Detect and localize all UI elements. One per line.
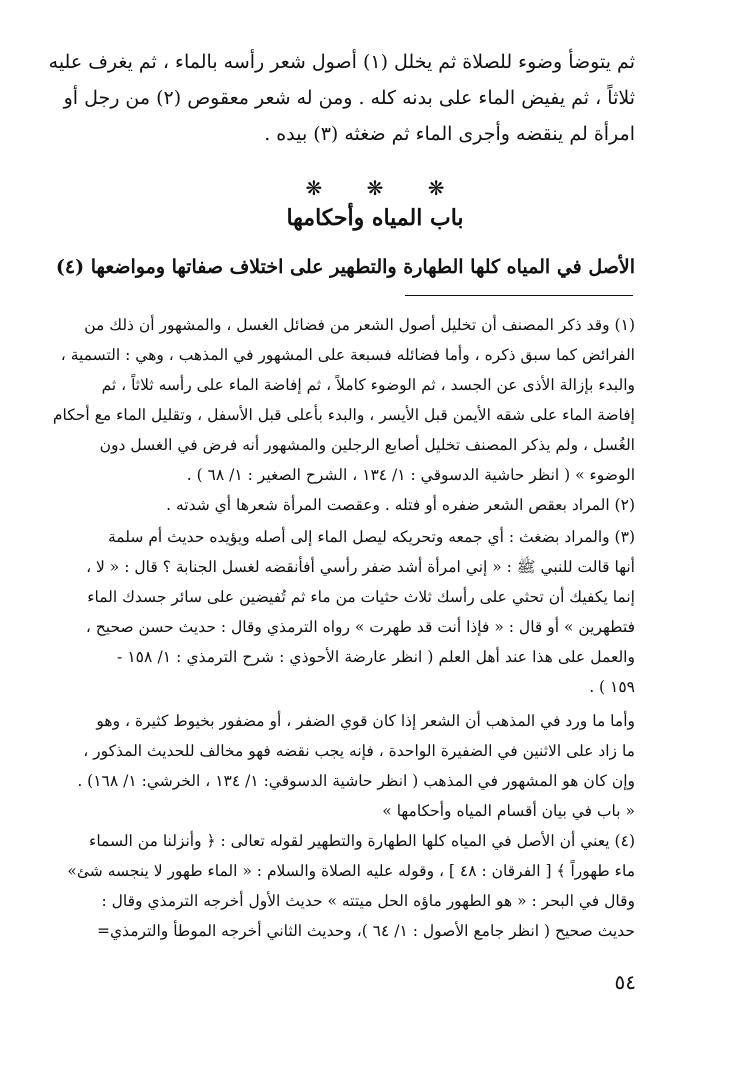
page-number: ٥٤ [614, 970, 636, 994]
star-ornament: ❋ [427, 176, 445, 200]
star-ornament: ❋ [366, 176, 384, 200]
footnote-line: وقال في البحر : « هو الطهور ماؤه الحل ميتته » حديث الأول أخرجه الترمذي وقال : [101, 892, 635, 910]
main-line: ثم يتوضأ وضوء للصلاة ثم يخلل (١) أصول شعر رأسه بالماء ، ثم يغرف عليه [48, 51, 635, 73]
footnote-line: إنما يكفيك أن تحثي على رأسك ثلاث حثيات من ماء ثم تُفيضين على سائر جسدك الماء [87, 588, 635, 606]
footnote-line: والبدء بإزالة الأذى عن الجسد ، ثم الوضوء كاملاً ، ثم إفاضة الماء على رأسه ثلاثاً ، ثم [101, 376, 635, 394]
main-line: امرأة لم ينقضه وأجرى الماء ثم ضغثه (٣) بيده . [264, 123, 635, 145]
section-separator [0, 176, 750, 200]
footnote-line: وإن كان هو المشهور في المذهب ( انظر حاشية الدسوقي: ١/ ١٣٤ ، الخرشي: ١/ ١٦٨) . [77, 772, 635, 790]
footnote-line: ١٥٩ ) . [589, 678, 635, 696]
footnote-line: (٢) المراد بعقص الشعر ضفره أو فتله . وعقصت المرأة شعرها أي شدته . [166, 496, 635, 514]
footnote-line: فتطهرين » أو قال : « فإذا أنت قد طهرت » رواه الترمذي وقال : حديث حسن صحيح ، [85, 618, 635, 636]
footnote-line: والعمل على هذا عند أهل العلم ( انظر عارضة الأحوذي : شرح الترمذي : ١/ ١٥٨ - [117, 648, 635, 666]
footnote-line: ماء طهوراً ﴾ [ الفرقان : ٤٨ ] ، وقوله عليه الصلاة والسلام : « الماء طهور لا ينجسه شئ» [67, 862, 635, 880]
footnote-line: وأما ما ورد في المذهب أن الشعر إذا كان قوي الضفر ، أو مضفور بخيوط كثيرة ، وهو [96, 712, 635, 730]
footnote-line: إفاضة الماء على شقه الأيمن قبل الأيسر ، والبدء بأعلى قبل الأسفل ، وتقليل الماء مع أحكام [52, 406, 635, 424]
footnote-divider [405, 295, 633, 296]
footnote-line: (١) وقد ذكر المصنف أن تخليل أصول الشعر من فضائل الغسل ، والمشهور أن ذلك من [84, 316, 635, 334]
footnote-line: أنها قالت للنبي ﷺ : « إني امرأة أشد ضفر رأسي أفأنقضه لغسل الجنابة ؟ قال : « لا ، [86, 558, 635, 576]
chapter-subtitle: الأصل في المياه كلها الطهارة والتطهير على اختلاف صفاتها ومواضعها (٤) [55, 256, 635, 278]
footnote-line: الغُسل ، ولم يذكر المصنف تخليل أصابع الرجلين والمشهور أنه فرض في الغسل دون [99, 436, 635, 454]
footnote-line: الوضوء » ( انظر حاشية الدسوقي : ١/ ١٣٤ ، الشرح الصغير : ١/ ٦٨ ) . [186, 466, 635, 484]
footnote-line: « باب في بيان أقسام المياه وأحكامها » [382, 802, 635, 820]
chapter-title: باب المياه وأحكامها [286, 205, 464, 231]
star-ornament: ❋ [305, 176, 323, 200]
footnote-line: حديث صحيح ( انظر جامع الأصول : ١/ ٦٤ )، وحديث الثاني أخرجه الموطأ والترمذي= [96, 922, 635, 940]
footnote-line: ما زاد على الاثنين في الضفيرة الواحدة ، فإنه يجب نقضه فهو مخالف للحديث المذكور ، [83, 742, 635, 760]
main-line: ثلاثاً ، ثم يفيض الماء على بدنه كله . ومن له شعر معقوص (٢) من رجل أو [63, 87, 635, 109]
footnote-line: الفرائض كما سبق ذكره ، وأما فضائله فسبعة على المشهور في المذهب ، وهي : التسمية ، [60, 346, 635, 364]
footnote-line: (٣) والمراد بضغث : أي جمعه وتحريكه ليصل الماء إلى أصله ويؤيده حديث أم سلمة [108, 528, 635, 546]
footnote-line: (٤) يعني أن الأصل في المياه كلها الطهارة والتطهير لقوله تعالى : ﴿ وأنزلنا من السماء [89, 832, 635, 850]
